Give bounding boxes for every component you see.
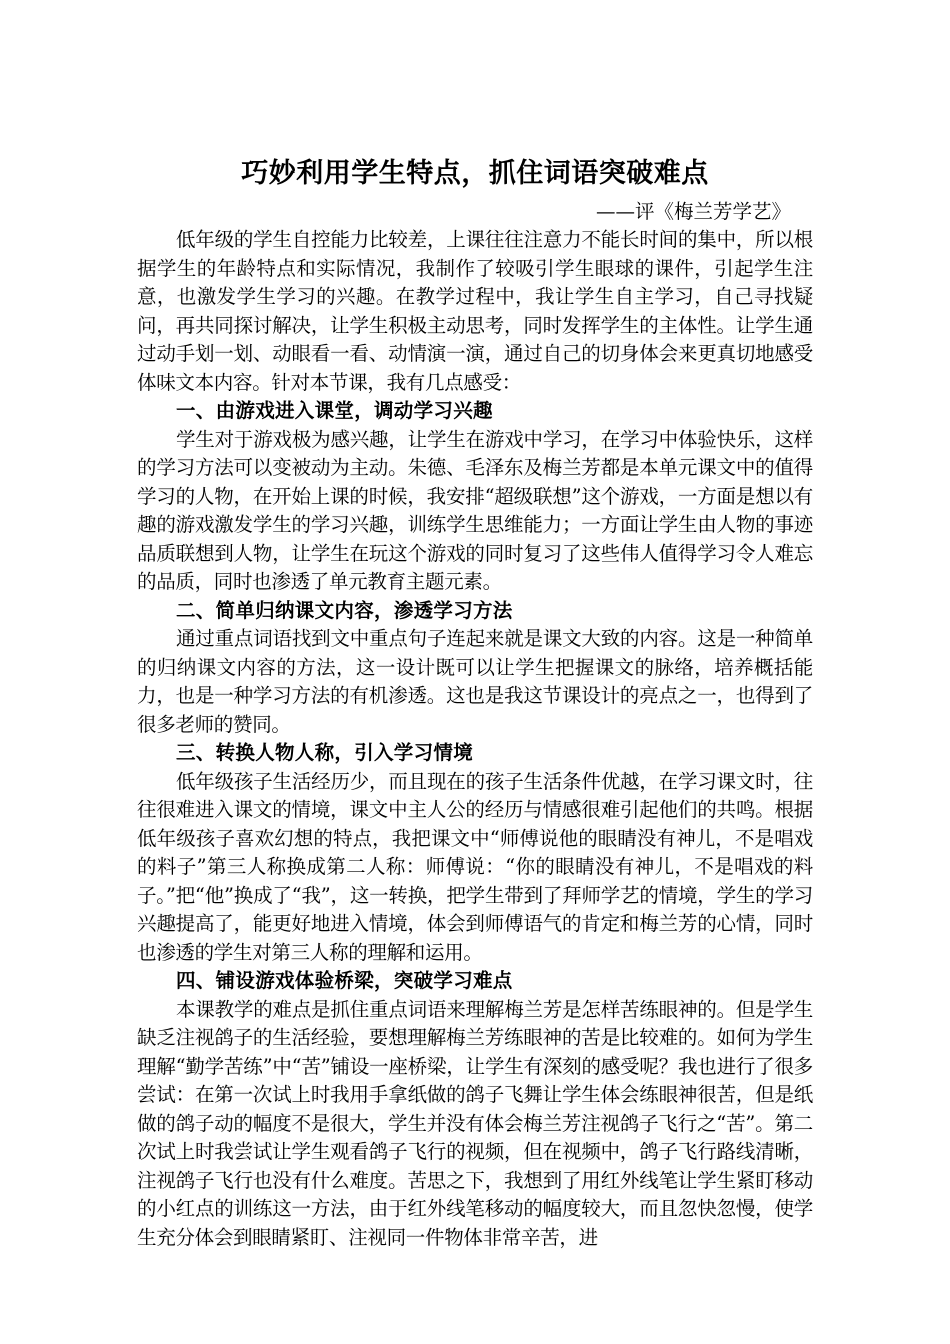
document-page	[137, 150, 813, 1252]
section-4-body: 本课教学的难点是抓住重点词语来理解梅兰芳是怎样苦练眼神的。但是学生缺乏注视鸽子的生活经验，要想理解梅兰芳练眼神的苦是比较难的。如何为学生理解“勤学苦练”中“苦”铺设一座桥梁，让学生有深刻的感受呢？我也进行了很多尝试：在第一次试上时我用手拿纸做的鸽子飞舞让学生体会练眼神很苦，但是纸做的鸽子动的幅度不是很大，学生并没有体会梅兰芳注视鸽子飞行之“苦”。第二次试上时我尝试让学生观看鸽子飞行的视频，但在视频中，鸽子飞行路线清晰，注视鸽子飞行也没有什么难度。苦思之下，我想到了用红外线笔让学生紧盯移动的小红点的训练这一方法，由于红外线笔移动的幅度较大，而且忽快忽慢，使学生充分体会到眼睛紧盯、注视同一件物体非常辛苦，进	[137, 997, 813, 1249]
intro-paragraph: 低年级的学生自控能力比较差，上课往往注意力不能长时间的集中，所以根据学生的年龄特点和实际情况，我制作了较吸引学生眼球的课件，引起学生注意，也激发学生学习的兴趣。在教学过程中，我让学生自主学习，自己寻找疑问，再共同探讨解决，让学生积极主动思考，同时发挥学生的主体性。让学生通过动手划一划、动眼看一看、动情演一演，通过自己的切身体会来更真切地感受体味文本内容。针对本节课，我有几点感受：	[137, 228, 813, 394]
document-subtitle: ——评《梅兰芳学艺》	[595, 200, 791, 223]
section-2-body: 通过重点词语找到文中重点句子连起来就是课文大致的内容。这是一种简单的归纳课文内容的方法，这一设计既可以让学生把握课文的脉络，培养概括能力，也是一种学习方法的有机渗透。这也是我这节课设计的亮点之一，也得到了很多老师的赞同。	[137, 627, 813, 736]
section-4-heading: 四、铺设游戏体验桥梁，突破学习难点	[176, 969, 513, 992]
section-1-body: 学生对于游戏极为感兴趣，让学生在游戏中学习，在学习中体验快乐，这样的学习方法可以变被动为主动。朱德、毛泽东及梅兰芳都是本单元课文中的值得学习的人物，在开始上课的时候，我安排“超级联想”这个游戏，一方面是想以有趣的游戏激发学生的学习兴趣，训练学生思维能力；一方面让学生由人物的事迹品质联想到人物，让学生在玩这个游戏的同时复习了这些伟人值得学习令人难忘的品质，同时也渗透了单元教育主题元素。	[137, 427, 813, 593]
section-3-body: 低年级孩子生活经历少，而且现在的孩子生活条件优越，在学习课文时，往往很难进入课文的情境，课文中主人公的经历与情感很难引起他们的共鸣。根据低年级孩子喜欢幻想的特点，我把课文中“师傅说他的眼睛没有神儿，不是唱戏的料子”第三人称换成第二人称：师傅说：“你的眼睛没有神儿，不是唱戏的料子。”把“他”换成了“我”，这一转换，把学生带到了拜师学艺的情境，学生的学习兴趣提高了，能更好地进入情境，体会到师傅语气的肯定和梅兰芳的心情，同时也渗透的学生对第三人称的理解和运用。	[137, 769, 813, 964]
section-2-heading: 二、简单归纳课文内容，渗透学习方法	[176, 598, 513, 622]
section-1-heading: 一、由游戏进入课堂，调动学习兴趣	[176, 399, 493, 422]
document-title: 巧妙利用学生特点，抓住词语突破难点	[241, 158, 709, 189]
section-3-heading: 三、转换人物人称，引入学习情境	[176, 741, 474, 764]
